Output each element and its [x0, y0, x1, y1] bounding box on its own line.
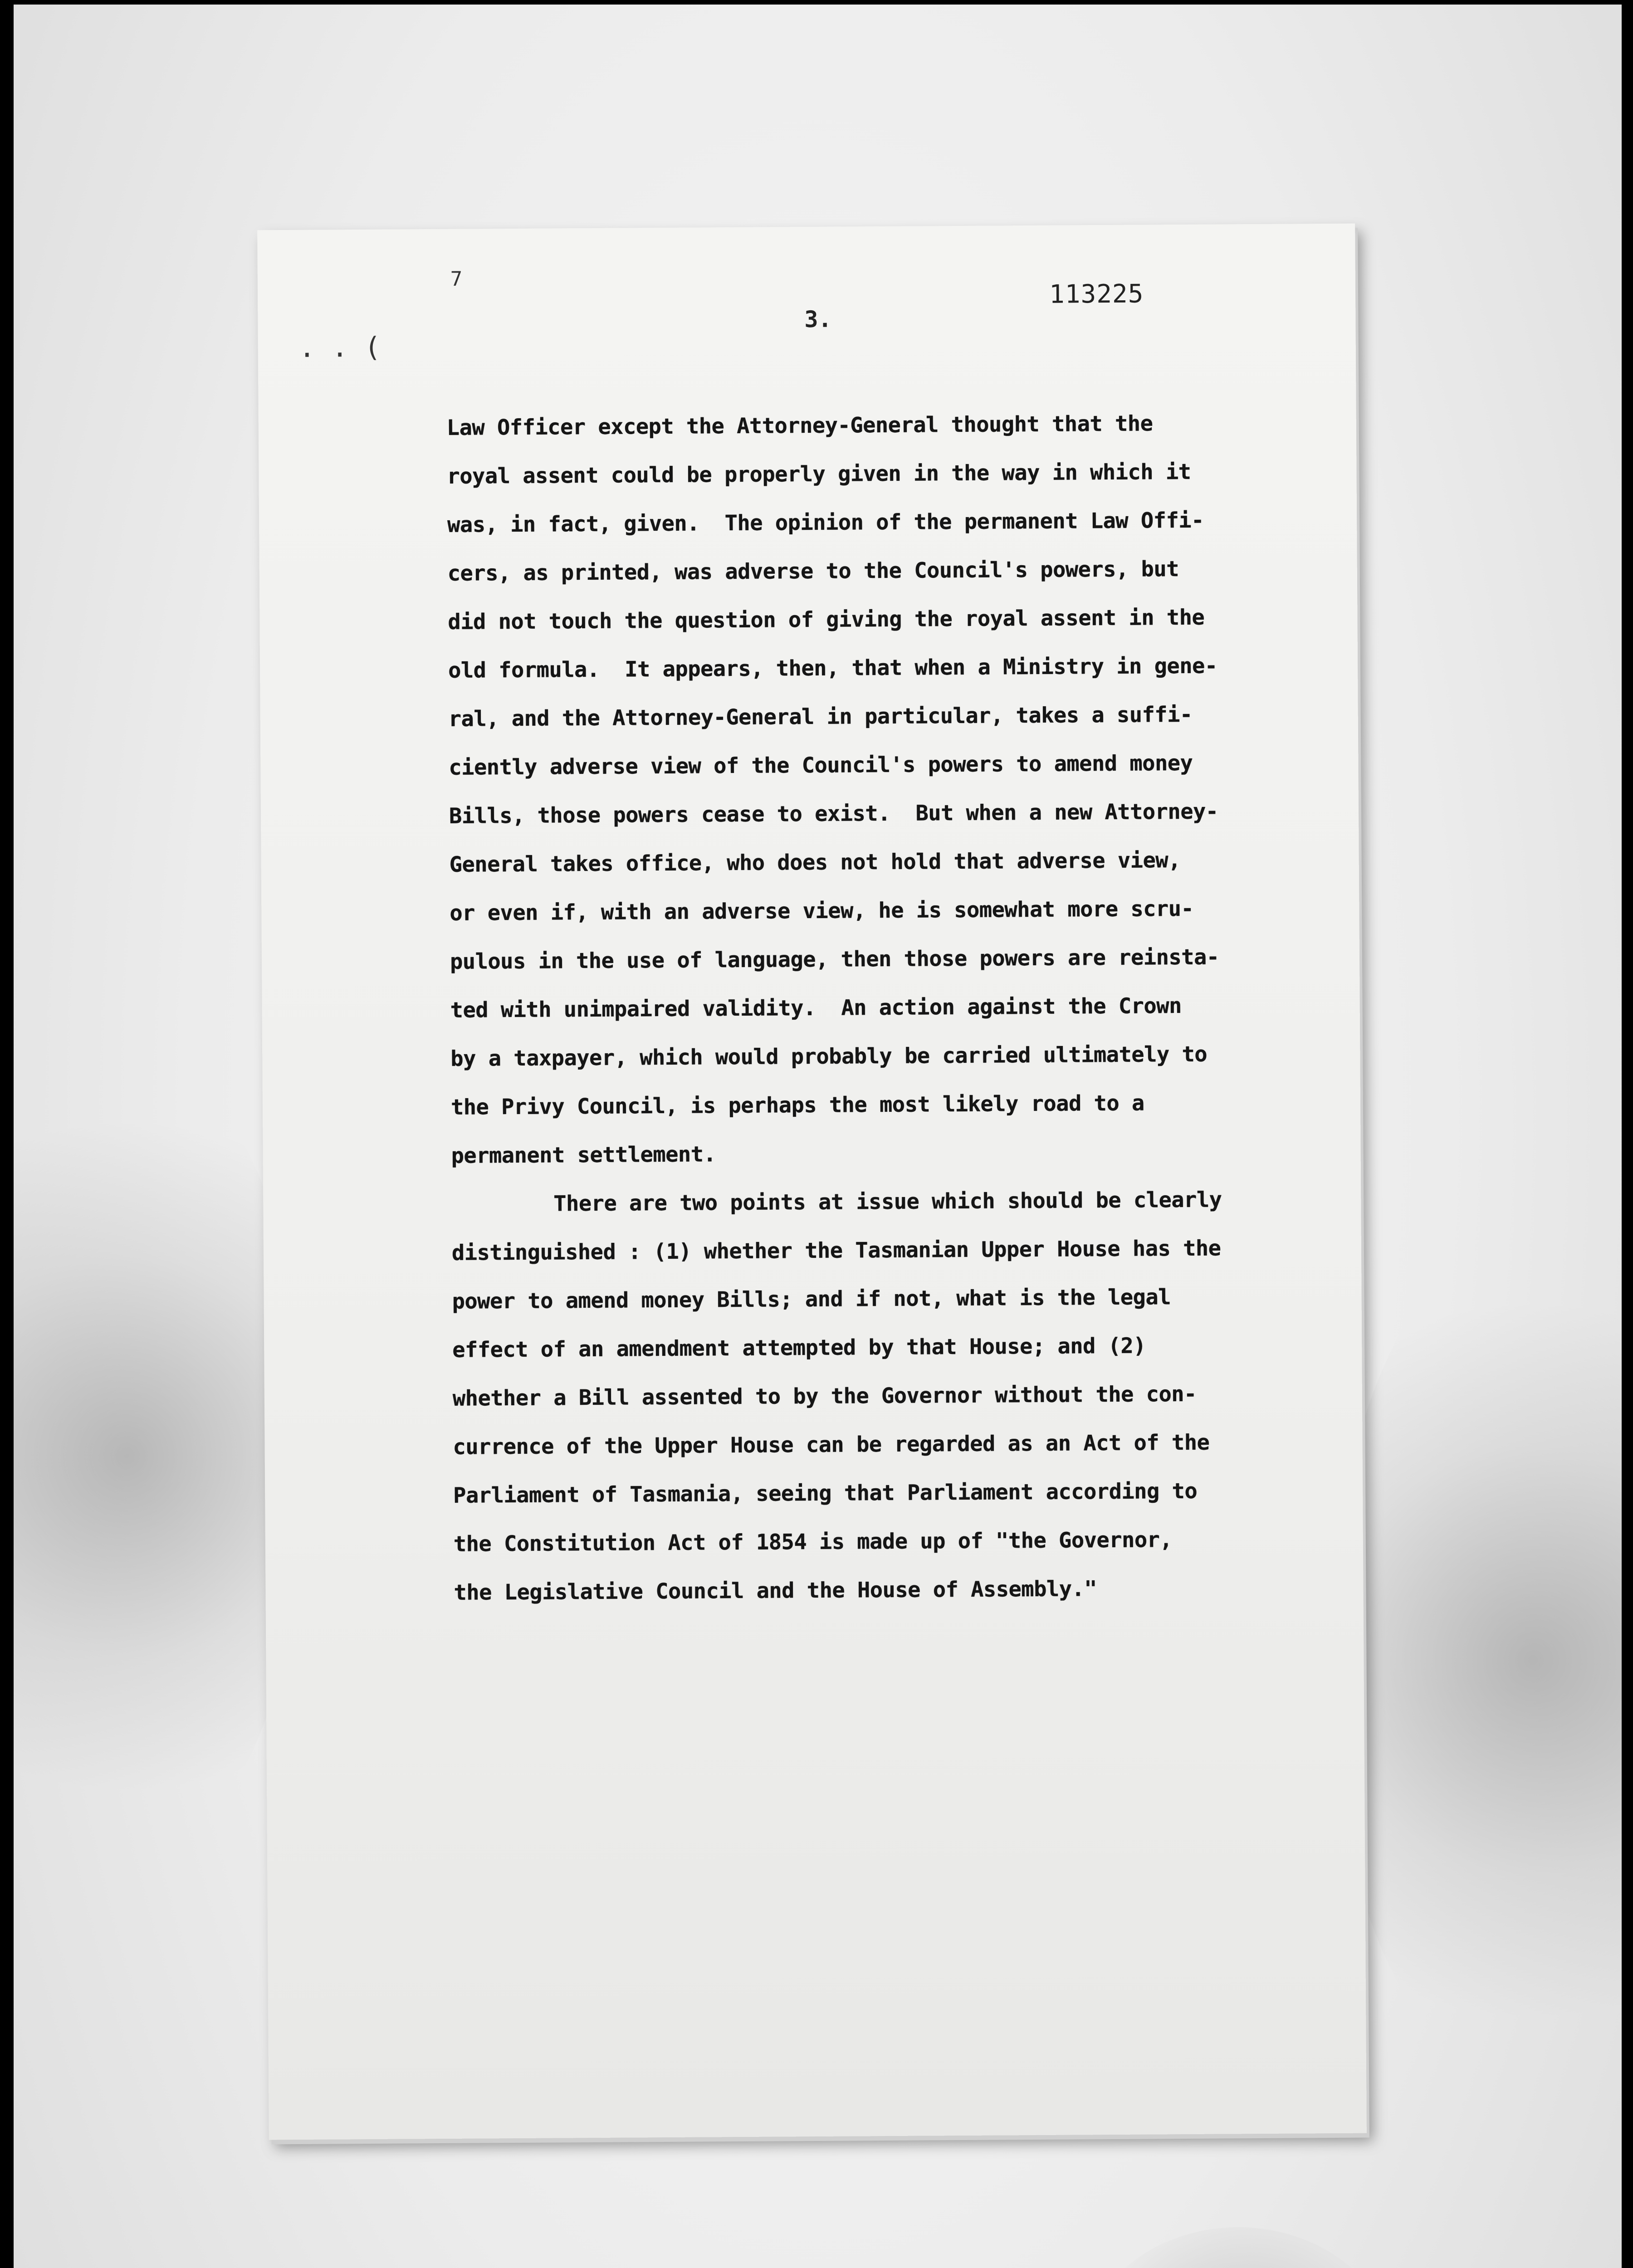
- text-line: power to amend money Bills; and if not, what is the legal: [452, 1285, 1171, 1314]
- text-line: ted with unimpaired validity. An action against the Crown: [450, 993, 1182, 1023]
- text-line: pulous in the use of language, then those powers are reinsta-: [450, 944, 1219, 974]
- text-line: currence of the Upper House can be regarded as an Act of the: [453, 1430, 1210, 1460]
- text-line: the Privy Council, is perhaps the most likely road to a: [450, 1090, 1144, 1120]
- text-line: ral, and the Attorney-General in particular, takes a suffi-: [448, 702, 1193, 732]
- text-line: effect of an amendment attempted by that House; and (2): [452, 1333, 1146, 1363]
- text-line: by a taxpayer, which would probably be carried ultimately to: [450, 1041, 1208, 1071]
- text-line: royal assent could be properly given in the way in which it: [447, 459, 1191, 489]
- text-line: distinguished : (1) whether the Tasmanian Upper House has the: [451, 1236, 1221, 1266]
- text-line: old formula. It appears, then, that when a Ministry in gene-: [448, 653, 1217, 683]
- text-line: was, in fact, given. The opinion of the permanent Law Offi-: [447, 508, 1204, 538]
- film-smudge: [1080, 2227, 1397, 2268]
- text-line: permanent settlement.: [451, 1142, 716, 1168]
- text-line: did not touch the question of giving the royal assent in the: [448, 605, 1205, 635]
- text-line: Law Officer except the Attorney-General thought that the: [446, 411, 1153, 440]
- page-number: 3.: [804, 306, 832, 333]
- text-line: General takes office, who does not hold that adverse view,: [449, 848, 1181, 877]
- film-smudge: [1329, 1229, 1622, 2091]
- text-line: cers, as printed, was adverse to the Council's powers, but: [447, 557, 1179, 586]
- text-line: whether a Bill assented to by the Governor without the con-: [452, 1381, 1197, 1411]
- margin-tick-mark: 7: [450, 267, 463, 291]
- text-line: Bills, those powers cease to exist. But when a new Attorney-: [449, 799, 1218, 829]
- text-line: or even if, with an adverse view, he is somewhat more scru-: [450, 896, 1194, 926]
- paragraph-start-line: There are two points at issue which should be clearly: [553, 1187, 1222, 1217]
- text-line: ciently adverse view of the Council's powers to amend money: [449, 750, 1193, 780]
- text-line: the Legislative Council and the House of Assembly.": [454, 1576, 1097, 1605]
- body-text: [447, 398, 1343, 1617]
- typed-page: [257, 224, 1367, 2140]
- text-line: the Constitution Act of 1854 is made up of "the Governor,: [453, 1527, 1173, 1557]
- document-number: 113225: [1049, 279, 1144, 309]
- margin-circle-mark: . . (: [298, 331, 381, 364]
- text-line: Parliament of Tasmania, seeing that Parliament according to: [453, 1478, 1198, 1508]
